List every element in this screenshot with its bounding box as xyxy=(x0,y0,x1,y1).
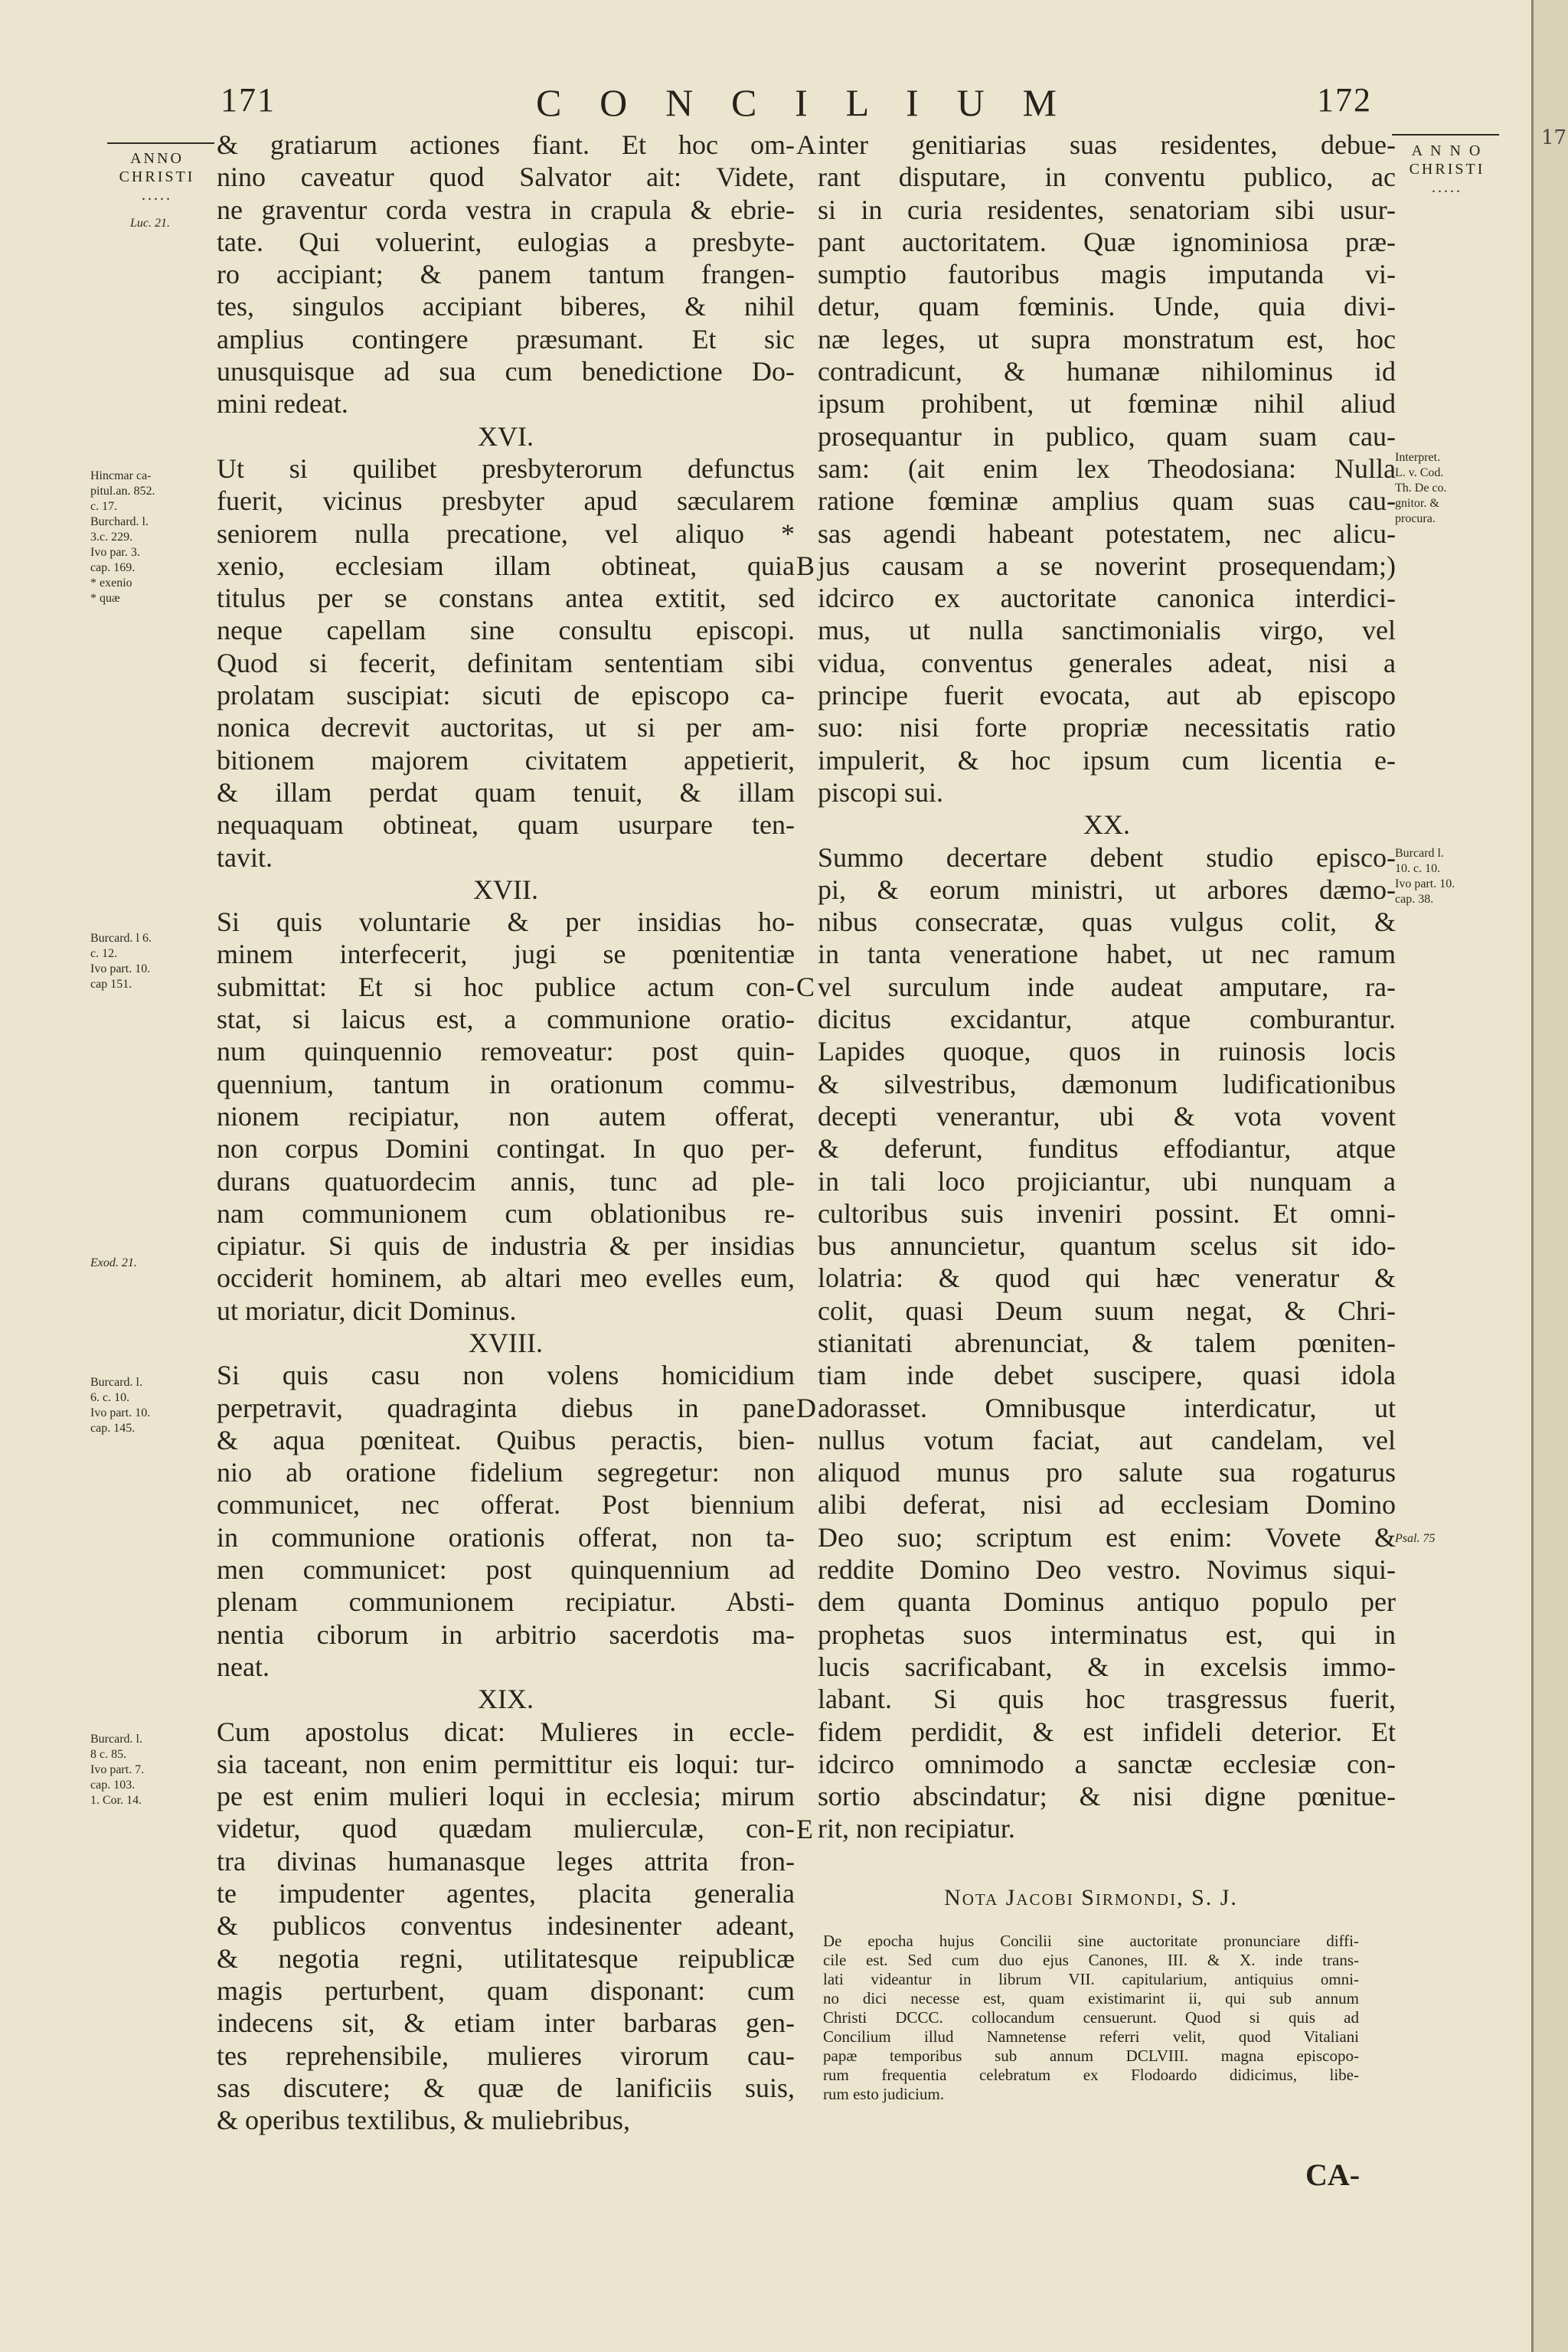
text-line: non corpus Domini contingat. In quo per- xyxy=(217,1133,795,1165)
margin-note-line: c. 17. xyxy=(90,500,118,513)
text-line: plenam communionem recipiatur. Absti- xyxy=(217,1586,795,1618)
margin-note-exod: Exod. 21. xyxy=(90,1256,137,1269)
text-line: fuerit, vicinus presbyter apud sæcularem xyxy=(217,485,795,517)
margin-note-line: Ivo part. 7. xyxy=(90,1763,145,1776)
text-line: men communicet: post quinquennium ad xyxy=(217,1554,795,1586)
margin-note-line: Burcard. l. xyxy=(90,1376,142,1389)
text-line: titulus per se constans antea extitit, sed xyxy=(217,583,795,614)
margin-note-line: * exenio xyxy=(90,577,132,590)
text-line: xenio, ecclesiam illam obtineat, quia xyxy=(217,550,795,581)
margin-note-line: 8 c. 85. xyxy=(90,1748,127,1761)
nota-line: lati videantur in librum VII. capitularium, antiquius omni- xyxy=(823,1970,1359,1988)
text-line: & gratiarum actiones fiant. Et hoc om- xyxy=(217,129,795,160)
margin-note-line: cap. 103. xyxy=(90,1779,136,1792)
text-line: dicitus excidantur, atque comburantur. xyxy=(818,1004,1396,1035)
text-line: Cum apostolus dicat: Mulieres in eccle- xyxy=(217,1716,795,1747)
margin-note-interpret xyxy=(1395,450,1447,527)
text-line: & publicos conventus indesinenter adeant, xyxy=(217,1910,795,1942)
section-heading: XVIII. xyxy=(469,1327,543,1358)
anno-christi-right xyxy=(1390,142,1504,197)
text-line: tiam inde debet suscipere, quasi idola xyxy=(818,1360,1396,1391)
text-line: nonica decrevit auctoritas, ut si per am- xyxy=(217,712,795,743)
text-line: mini redeat. xyxy=(217,388,348,420)
margin-note-line: L. v. Cod. xyxy=(1395,466,1444,479)
margin-note-line: cap 151. xyxy=(90,978,132,991)
text-line: prosequantur in publico, quam suam cau- xyxy=(818,420,1396,452)
text-line: in communione orationis offerat, non ta- xyxy=(217,1521,795,1553)
text-line: durans quatuordecim annis, tunc ad ple- xyxy=(217,1165,795,1197)
margin-note-line: gnitor. & xyxy=(1395,497,1439,510)
text-line: pi, & eorum ministri, ut arbores dæmo- xyxy=(818,874,1396,905)
nota-line: rum frequentia celebratum ex Flodoardo didicimus, libe- xyxy=(823,2066,1359,2084)
margin-note-line: 3.c. 229. xyxy=(90,531,133,544)
text-line: sortio abscindatur; & nisi digne pœnitue- xyxy=(818,1781,1396,1812)
margin-note-line: 1. Cor. 14. xyxy=(90,1794,142,1807)
section-letter-a: A xyxy=(796,129,816,160)
margin-note-line: Hincmar ca- xyxy=(90,469,152,482)
page-number-left: 171 xyxy=(220,81,276,119)
text-line: dem quanta Dominus antiquo populo per xyxy=(818,1586,1396,1618)
text-line: magis perturbent, quam disponant: cum xyxy=(217,1975,795,2006)
text-line: & deferunt, funditus effodiantur, atque xyxy=(818,1133,1396,1165)
margin-note-line: 10. c. 10. xyxy=(1395,862,1441,875)
running-title: C O N C I L I U M xyxy=(536,81,1057,124)
text-line: alibi deferat, nisi ad ecclesiam Domino xyxy=(818,1489,1396,1521)
text-line: detur, quam fœminis. Unde, quia divi- xyxy=(818,291,1396,322)
nota-line: cile est. Sed cum duo ejus Canones, III. & X. inde trans- xyxy=(823,1951,1359,1969)
margin-note-line: Ivo part. 10. xyxy=(1395,877,1455,890)
text-line: amplius contingere præsumant. Et sic xyxy=(217,323,795,354)
nota-line: De epocha hujus Concilii sine auctoritate pronunciare diffi- xyxy=(823,1932,1359,1950)
text-line: sia taceant, non enim permittitur eis loqui: tur- xyxy=(217,1748,795,1779)
text-line: reddite Domino Deo vestro. Novimus siqui- xyxy=(818,1554,1396,1586)
margin-note-luc: Luc. 21. xyxy=(130,217,170,230)
margin-note-line: * quæ xyxy=(90,592,120,605)
margin-note-line: 6. c. 10. xyxy=(90,1391,130,1404)
section-heading: XVI. xyxy=(478,420,534,452)
margin-note-line: pitul.an. 852. xyxy=(90,485,155,498)
text-line: videtur, quod quædam mulierculæ, con- xyxy=(217,1813,795,1844)
text-line: nullus votum faciat, aut candelam, vel xyxy=(818,1424,1396,1455)
text-line: principe fuerit evocata, aut ab episcopo xyxy=(818,680,1396,711)
text-line: & silvestribus, dæmonum ludificationibus xyxy=(818,1068,1396,1099)
nota-line: Christi DCCC. collocandum censuerunt. Quod si quis ad xyxy=(823,2008,1359,2027)
margin-note-burcard-18 xyxy=(90,1375,150,1436)
text-line: prolatam suscipiat: sicuti de episcopo ca- xyxy=(217,680,795,711)
text-line: rit, non recipiatur. xyxy=(818,1813,1015,1844)
catchword: CA- xyxy=(1305,2158,1361,2192)
text-line: aliquod munus pro salute sua rogaturus xyxy=(818,1457,1396,1488)
text-line: occiderit hominem, ab altari meo evelles eum, xyxy=(217,1263,795,1294)
margin-note-burcard-19 xyxy=(90,1732,144,1808)
text-line: tavit. xyxy=(217,841,273,873)
text-line: & illam perdat quam tenuit, & illam xyxy=(217,776,795,808)
next-page-edge xyxy=(1531,0,1568,2352)
text-line: & aqua pœniteat. Quibus peractis, bien- xyxy=(217,1424,795,1455)
text-line: labant. Si quis hoc trasgressus fuerit, xyxy=(818,1684,1396,1715)
text-line: tes reprehensibile, mulieres virorum cau- xyxy=(217,2040,795,2071)
nota-line: papæ temporibus sub annum DCLVIII. magna episcopo- xyxy=(823,2047,1359,2065)
text-line: rant disputare, in conventu publico, ac xyxy=(818,162,1396,193)
text-line: perpetravit, quadraginta diebus in pane xyxy=(217,1392,795,1423)
text-line: Deo suo; scriptum est enim: Vovete & xyxy=(818,1521,1396,1553)
text-line: Summo decertare debent studio episco- xyxy=(818,841,1396,873)
text-line: neque capellam sine consultu episcopi. xyxy=(217,615,795,646)
text-line: sas discutere; & quæ de lanificiis suis, xyxy=(217,2072,795,2103)
text-line: idcirco ex auctoritate canonica interdici- xyxy=(818,583,1396,614)
text-line: in tanta veneratione habet, ut nec ramum xyxy=(818,939,1396,970)
text-line: impulerit, & hoc ipsum cum licentia e- xyxy=(818,744,1396,776)
text-line: stat, si laicus est, a communione oratio- xyxy=(217,1004,795,1035)
text-line: nequaquam obtineat, quam usurpare ten- xyxy=(217,809,795,841)
margin-note-burcard-17 xyxy=(90,931,152,992)
text-line: minem interfecerit, jugi se pœnitentiæ xyxy=(217,939,795,970)
text-line: tate. Qui voluerint, eulogias a presbyte- xyxy=(217,226,795,257)
text-line: inter genitiarias suas residentes, debue- xyxy=(818,129,1396,160)
section-heading: XIX. xyxy=(478,1684,534,1715)
text-line: lucis sacrificabant, & in excelsis immo- xyxy=(818,1651,1396,1682)
text-line: sumptio fautoribus magis imputanda vi- xyxy=(818,259,1396,290)
text-line: seniorem nulla precatione, vel aliquo * xyxy=(217,518,795,549)
section-letter-c: C xyxy=(796,972,815,1002)
text-line: mus, ut nulla sanctimonialis virgo, vel xyxy=(818,615,1396,646)
margin-note-line: cap. 169. xyxy=(90,561,136,574)
text-line: vel surculum inde audeat amputare, ra- xyxy=(818,971,1396,1002)
text-line: decepti venerantur, ubi & vota vovent xyxy=(818,1100,1396,1132)
text-line: sam: (ait enim lex Theodosiana: Nulla xyxy=(818,452,1396,484)
text-line: cipiatur. Si quis de industria & per insidias xyxy=(217,1230,795,1262)
text-line: ne graventur corda vestra in crapula & ebrie- xyxy=(217,194,795,225)
text-line: cultoribus suis inveniri possint. Et omni- xyxy=(818,1197,1396,1229)
text-line: idcirco omnimodo a sanctæ ecclesiæ con- xyxy=(818,1748,1396,1779)
margin-note-line: cap. 145. xyxy=(90,1422,136,1435)
text-line: Ut si quilibet presbyterorum defunctus xyxy=(217,452,795,484)
margin-note-line: Interpret. xyxy=(1395,451,1441,464)
nota-title: Nota Jacobi Sirmondi, S. J. xyxy=(944,1885,1238,1910)
text-line: nam communionem cum oblationibus re- xyxy=(217,1197,795,1229)
margin-note-line: Ivo part. 10. xyxy=(90,1406,151,1419)
section-letter-d: D xyxy=(796,1393,816,1423)
section-letter-e: E xyxy=(796,1814,813,1844)
text-line: indecens sit, & etiam inter barbaras gen- xyxy=(217,2007,795,2039)
text-line: colit, quasi Deum suum negat, & Chri- xyxy=(818,1295,1396,1326)
text-line: Quod si fecerit, definitam sententiam sibi xyxy=(217,647,795,678)
anno-label: ANNO xyxy=(130,150,184,167)
header-rule-left xyxy=(107,142,214,144)
christi-label: CHRISTI xyxy=(1409,161,1485,178)
section-heading: XVII. xyxy=(473,874,538,905)
text-line: quennium, tantum in orationum commu- xyxy=(217,1068,795,1099)
text-line: si in curia residentes, senatoriam sibi usur- xyxy=(818,194,1396,225)
left-text-column xyxy=(217,129,795,2136)
anno-christi-left xyxy=(115,149,199,204)
margin-note-hincmar xyxy=(90,469,155,606)
nota-body xyxy=(823,1932,1359,2104)
text-line: næ leges, ut supra monstratum est, hoc xyxy=(818,323,1396,354)
text-line: ut moriatur, dicit Dominus. xyxy=(217,1295,517,1326)
text-line: Si quis casu non volens homicidium xyxy=(217,1360,795,1391)
header-rule-right xyxy=(1392,134,1499,136)
margin-note-psal: Psal. 75 xyxy=(1395,1532,1436,1545)
margin-note-line: cap. 38. xyxy=(1395,893,1434,906)
page-number-right: 172 xyxy=(1317,81,1372,119)
margin-note-line: Ivo par. 3. xyxy=(90,546,140,559)
margin-note-line: Ivo part. 10. xyxy=(90,962,151,975)
text-line: lolatria: & quod qui hæc veneratur & xyxy=(818,1263,1396,1294)
text-line: nino caveatur quod Salvator ait: Videte, xyxy=(217,162,795,193)
text-line: suo: nisi forte propriæ necessitatis ratio xyxy=(818,712,1396,743)
text-line: unusquisque ad sua cum benedictione Do- xyxy=(217,356,795,387)
text-line: ro accipiant; & panem tantum frangen- xyxy=(217,259,795,290)
text-line: submittat: Et si hoc publice actum con- xyxy=(217,971,795,1002)
margin-note-burcard-20 xyxy=(1395,846,1455,907)
text-line: ratione fœminæ amplius quam suas cau- xyxy=(818,485,1396,517)
text-line: nionem recipiatur, non autem offerat, xyxy=(217,1100,795,1132)
text-line: & operibus textilibus, & muliebribus, xyxy=(217,2105,630,2136)
margin-note-line: Burcard. l 6. xyxy=(90,932,152,945)
text-line: prophetas suos interminatus est, qui in xyxy=(818,1619,1396,1650)
text-line: vidua, conventus generales adeat, nisi a xyxy=(818,647,1396,678)
right-text-column xyxy=(818,129,1396,1845)
text-line: stianitati abrenunciat, & talem pœniten- xyxy=(818,1327,1396,1358)
text-line: Lapides quoque, quos in ruinosis locis xyxy=(818,1036,1396,1067)
text-line: pe est enim mulieri loqui in ecclesia; mirum xyxy=(217,1781,795,1812)
nota-line: Concilium illud Namnetense referri velit, quod Vitaliani xyxy=(823,2027,1359,2046)
nota-line: no dici necesse est, quam existimarint ii, qui sub annum xyxy=(823,1989,1359,2007)
text-line: sas agendi habeant potestatem, nec alicu- xyxy=(818,518,1396,549)
text-line: ipsum prohibent, ut fœminæ nihil aliud xyxy=(818,388,1396,420)
text-line: tes, singulos accipiant biberes, & nihil xyxy=(217,291,795,322)
text-line: te impudenter agentes, placita generalia xyxy=(217,1878,795,1909)
text-line: num quinquennio removeatur: post quin- xyxy=(217,1036,795,1067)
text-line: nentia ciborum in arbitrio sacerdotis ma- xyxy=(217,1619,795,1650)
text-line: in tali loco projiciantur, ubi nunquam a xyxy=(818,1165,1396,1197)
margin-note-line: Th. De co. xyxy=(1395,482,1447,495)
text-line: nibus consecratæ, quas vulgus colit, & xyxy=(818,906,1396,938)
anno-dots: ..... xyxy=(1432,179,1462,196)
text-line: pant auctoritatem. Quæ ignominiosa præ- xyxy=(818,226,1396,257)
section-letter-b: B xyxy=(796,550,815,581)
margin-note-line: Burcard. l. xyxy=(90,1733,142,1746)
text-line: nio ab oratione fidelium segregetur: non xyxy=(217,1457,795,1488)
text-line: tra divinas humanasque leges attrita fron- xyxy=(217,1845,795,1877)
anno-dots: ..... xyxy=(142,187,172,204)
text-line: bitionem majorem civitatem appetierit, xyxy=(217,744,795,776)
section-heading: XX. xyxy=(1083,809,1130,841)
next-page-number: 17 xyxy=(1541,126,1567,149)
christi-label: CHRISTI xyxy=(119,168,195,185)
text-line: bus annuncietur, quantum scelus sit ido- xyxy=(818,1230,1396,1262)
margin-note-line: Burchard. l. xyxy=(90,515,149,528)
margin-note-line: Burcard l. xyxy=(1395,847,1444,860)
text-line: & negotia regni, utilitatesque reipublicæ xyxy=(217,1942,795,1974)
text-line: piscopi sui. xyxy=(818,776,944,808)
anno-label: A N N O xyxy=(1411,142,1483,159)
text-line: adorasset. Omnibusque interdicatur, ut xyxy=(818,1392,1396,1423)
text-line: neat. xyxy=(217,1651,270,1682)
margin-note-line: c. 12. xyxy=(90,947,118,960)
text-line: fidem perdidit, & est infideli deterior. Et xyxy=(818,1716,1396,1747)
nota-line: rum esto judicium. xyxy=(823,2085,945,2103)
text-line: Si quis voluntarie & per insidias ho- xyxy=(217,906,795,938)
margin-note-line: procura. xyxy=(1395,512,1436,525)
text-line: communicet, nec offerat. Post biennium xyxy=(217,1489,795,1521)
text-line: contradicunt, & humanæ nihilominus id xyxy=(818,356,1396,387)
text-line: jus causam a se noverint prosequendam;) xyxy=(818,550,1396,581)
